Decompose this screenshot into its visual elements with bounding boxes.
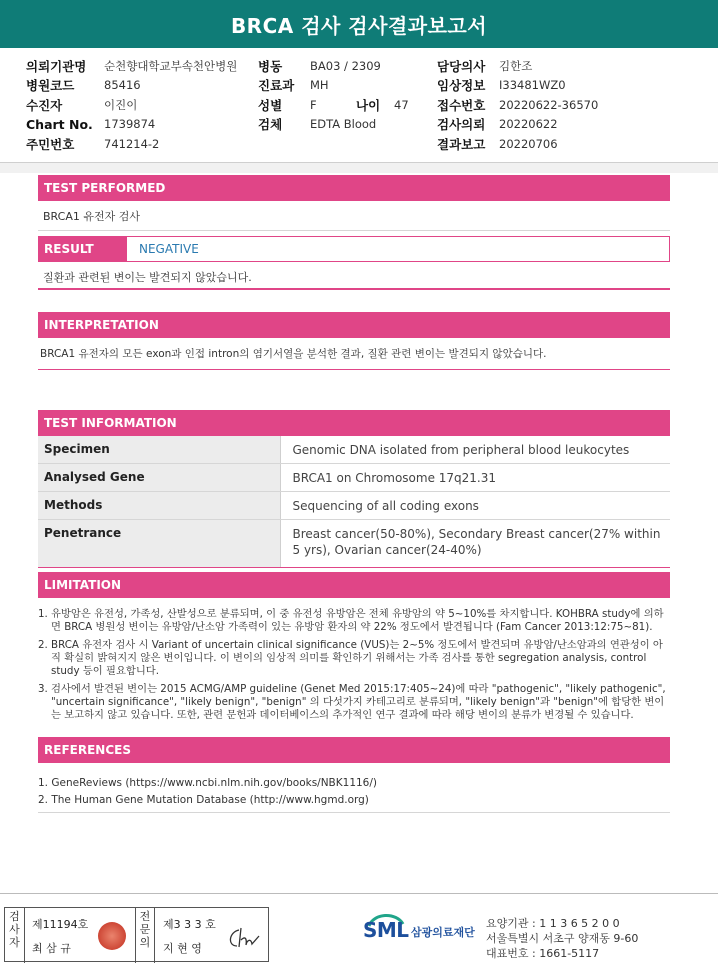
patient-name-value: 이진이	[104, 97, 138, 112]
patient-info	[0, 48, 718, 163]
result-value: NEGATIVE	[127, 236, 670, 262]
ward-value: BA03 / 2309	[310, 58, 381, 73]
item-text: BRCA 유전자 검사 시 Variant of uncertain clinical significance (VUS)는 2~5% 정도에서 발견되며 유방암/난소암과의 연관성이 아직 확실히 밝혀지지 않은 변이입니다. 이 변이의 임상적 의미를 확인하기 위해서는 가족 검사를 통한 segregation analysis, control study 등이 필요합니다.	[51, 639, 663, 677]
result-note: 질환과 관련된 변이는 발견되지 않았습니다.	[43, 271, 252, 284]
report-date-label: 결과보고	[437, 136, 486, 152]
company-logo	[363, 912, 503, 952]
accession-no-value: 20220622-36570	[499, 97, 599, 112]
clinical-info-label: 임상정보	[437, 78, 486, 94]
table-key: Specimen	[38, 436, 280, 464]
specimen-type-value: EDTA Blood	[310, 117, 377, 132]
institution-value: 순천향대학교부속천안병원	[104, 58, 238, 73]
table-row	[38, 436, 670, 464]
examiner-license: 제11194호	[32, 918, 89, 931]
handwritten-signature	[225, 926, 263, 950]
company-phone: 대표번호 : 1661-5117	[486, 947, 600, 960]
seal-stamp	[98, 922, 126, 950]
limitation-list	[38, 608, 668, 727]
test-performed-value: BRCA1 유전자 검사	[43, 210, 140, 223]
report-title: BRCA 검사 검사결과보고서	[0, 0, 718, 48]
sex-value: F	[310, 97, 317, 112]
table-key: Analysed Gene	[38, 464, 280, 492]
institution-label: 의뢰기관명	[26, 58, 87, 74]
patient-col-1	[26, 56, 237, 154]
chart-no-label: Chart No.	[26, 116, 93, 132]
limitation-heading: LIMITATION	[38, 572, 670, 598]
divider	[38, 369, 670, 370]
patient-name-label: 수진자	[26, 97, 63, 113]
item-text: 검사에서 발견된 변이는 2015 ACMG/AMP guideline (Genet Med 2015:17:405~24)에 따라 "pathogenic", "likely pathogenic", "uncertain significance", "likely benign", "benign" 의 다섯가지 카테고리로 분류되며, "likely benign"과 "benign"에 합당한 변이는 보고하지 않고 있습니다. 또한, 관련 문헌과 데이터베이스의 추가적인 연구 결과에 따라 해당 변이의 분류가 변경될 수 있습니다.	[51, 683, 666, 721]
company-address: 서울특별시 서초구 양재동 9-60	[486, 932, 639, 945]
report-date-value: 20220706	[499, 136, 558, 151]
physician-license: 제3 3 3 호	[163, 918, 216, 931]
references-heading: REFERENCES	[38, 737, 670, 763]
hospital-code-label: 병원코드	[26, 78, 75, 94]
interpretation-text: BRCA1 유전자의 모든 exon과 인접 intron의 염기서열을 분석한 결과, 질환 관련 변이는 발견되지 않았습니다.	[40, 348, 547, 360]
table-value: BRCA1 on Chromosome 17q21.31	[280, 464, 670, 492]
table-value: Sequencing of all coding exons	[280, 492, 670, 520]
item-number: 1.	[38, 608, 48, 620]
divider	[38, 812, 670, 813]
department-value: MH	[310, 78, 329, 93]
examiner-label	[5, 908, 25, 963]
reference-item: 1. GeneReviews (https://www.ncbi.nlm.nih.gov/books/NBK1116/)	[38, 777, 377, 789]
table-row	[38, 520, 670, 568]
test-information-table	[38, 436, 670, 568]
age-label: 나이	[356, 97, 381, 113]
institution-code: 요양기관 : 1 1 3 6 5 2 0 0	[486, 917, 620, 930]
list-item	[38, 608, 668, 634]
doctor-label: 담당의사	[437, 58, 486, 74]
reference-item: 2. The Human Gene Mutation Database (http://www.hgmd.org)	[38, 794, 369, 806]
divider	[38, 288, 670, 290]
table-row	[38, 464, 670, 492]
logo-text: SML	[363, 918, 409, 942]
table-row	[38, 492, 670, 520]
department-label: 진료과	[258, 78, 295, 94]
interpretation-heading: INTERPRETATION	[38, 312, 670, 338]
doctor-value: 김한조	[499, 58, 533, 73]
accession-no-label: 접수번호	[437, 97, 486, 113]
company-info	[486, 916, 638, 961]
item-text: 유방암은 유전성, 가족성, 산발성으로 분류되며, 이 중 유전성 유방암은 전체 유방암의 약 5~10%를 차지합니다. KOHBRA study에 의하면 BRCA 병원성 변이는 유방암/난소암 가족력이 있는 유방암 환자의 약 22% 정도에서 발견됩니다 (Fam Cancer 2013:12:75~81).	[51, 608, 664, 633]
clinical-info-value: I33481WZ0	[499, 78, 566, 93]
divider	[38, 230, 670, 231]
physician-name: 지 현 영	[163, 942, 202, 955]
resident-no-value: 741214-2	[104, 136, 160, 151]
table-value: Genomic DNA isolated from peripheral blood leukocytes	[280, 436, 670, 464]
physician-label	[135, 908, 155, 963]
test-information-heading: TEST INFORMATION	[38, 410, 670, 436]
specimen-type-label: 검체	[258, 117, 283, 133]
sex-label: 성별	[258, 97, 283, 113]
footer-divider	[0, 893, 718, 894]
signature-box	[4, 907, 269, 962]
item-number: 2.	[38, 639, 48, 651]
table-value: Breast cancer(50-80%), Secondary Breast cancer(27% within 5 yrs), Ovarian cancer(24-40%)	[280, 520, 670, 568]
physician-label-text: 전문의	[139, 910, 151, 949]
list-item	[38, 683, 668, 722]
resident-no-label: 주민번호	[26, 136, 75, 152]
divider-band	[0, 163, 718, 173]
test-performed-heading: TEST PERFORMED	[38, 175, 670, 201]
references-list	[38, 775, 377, 809]
ward-label: 병동	[258, 58, 283, 74]
patient-col-2	[258, 56, 409, 134]
item-number: 3.	[38, 683, 48, 695]
result-heading: RESULT	[38, 236, 127, 262]
table-key: Methods	[38, 492, 280, 520]
hospital-code-value: 85416	[104, 78, 141, 93]
age-value: 47	[394, 97, 409, 112]
list-item	[38, 639, 668, 678]
table-key: Penetrance	[38, 520, 280, 568]
company-name: 삼광의료재단	[411, 926, 475, 939]
request-date-value: 20220622	[499, 117, 558, 132]
patient-col-3	[437, 56, 598, 154]
chart-no-value: 1739874	[104, 117, 156, 132]
request-date-label: 검사의뢰	[437, 117, 486, 133]
examiner-name: 최 삼 규	[32, 942, 71, 955]
examiner-label-text: 검사자	[9, 910, 20, 949]
